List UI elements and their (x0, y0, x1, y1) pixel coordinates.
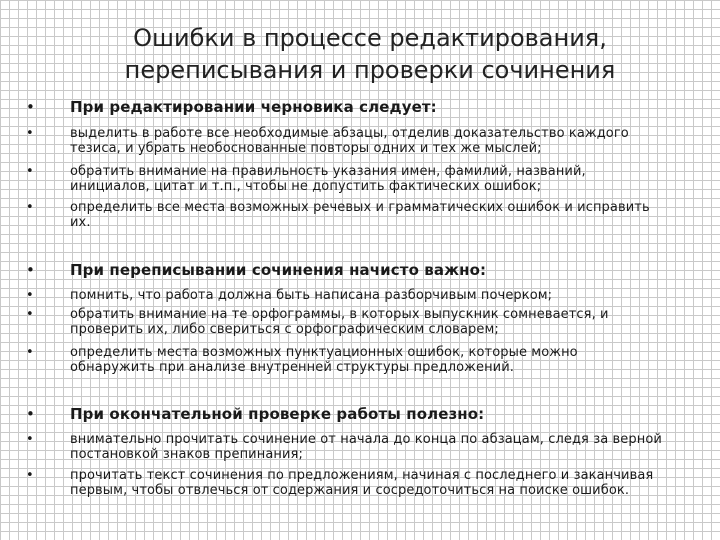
heading-text: При переписывании сочинения начисто важно: (70, 261, 487, 279)
list-item-text: определить все места возможных речевых и грамматических ошибок и исправить их. (70, 200, 650, 230)
title-line-2: переписывания и проверки сочинения (124, 56, 616, 84)
list-item-text: обратить внимание на правильность указания имен, фамилий, названий, инициалов, цитат и т.п., чтобы не допустить фактических ошибок; (70, 164, 586, 194)
list-item (26, 288, 666, 303)
list-item (26, 200, 666, 230)
heading-text: При редактировании черновика следует: (70, 98, 437, 116)
bullet: • (26, 405, 35, 423)
bullet: • (26, 307, 34, 322)
bullet: • (26, 432, 34, 447)
list-item (26, 126, 666, 156)
list-item-text: прочитать текст сочинения по предложениям, начиная с последнего и заканчивая первым, чтобы отвлечься от содержания и сосредоточиться на поиске ошибок. (70, 468, 654, 498)
list-item-text: помнить, что работа должна быть написана разборчивым почерком; (70, 288, 553, 303)
list-item (26, 345, 666, 375)
bullet: • (26, 261, 35, 279)
bullet: • (26, 164, 34, 179)
bullet: • (26, 126, 34, 141)
list-item (26, 307, 666, 337)
list-item-text: определить места возможных пунктуационных ошибок, которые можно обнаружить при анализе внутренней структуры предложений. (70, 345, 578, 375)
list-item-text: внимательно прочитать сочинение от начала до конца по абзацам, следя за верной постановкой знаков препинания; (70, 432, 662, 462)
bullet: • (26, 98, 35, 116)
list-item-text: обратить внимание на те орфограммы, в которых выпускник сомневается, и проверить их, либо свериться с орфографическим словарем; (70, 307, 609, 337)
section-heading-rewriting (26, 261, 666, 280)
bullet: • (26, 200, 34, 215)
bullet: • (26, 468, 34, 483)
bullet: • (26, 288, 34, 303)
section-heading-editing (26, 98, 666, 117)
list-item-text: выделить в работе все необходимые абзацы, отделив доказательство каждого тезиса, и убрать необоснованные повторы одних и тех же мыслей; (70, 126, 629, 156)
title-line-1: Ошибки в процессе редактирования, (133, 24, 607, 52)
list-item (26, 432, 666, 462)
section-heading-final-check (26, 405, 666, 424)
list-item (26, 468, 666, 498)
list-item (26, 164, 666, 194)
bullet: • (26, 345, 34, 360)
heading-text: При окончательной проверке работы полезно: (70, 405, 485, 423)
slide-title (40, 22, 700, 86)
